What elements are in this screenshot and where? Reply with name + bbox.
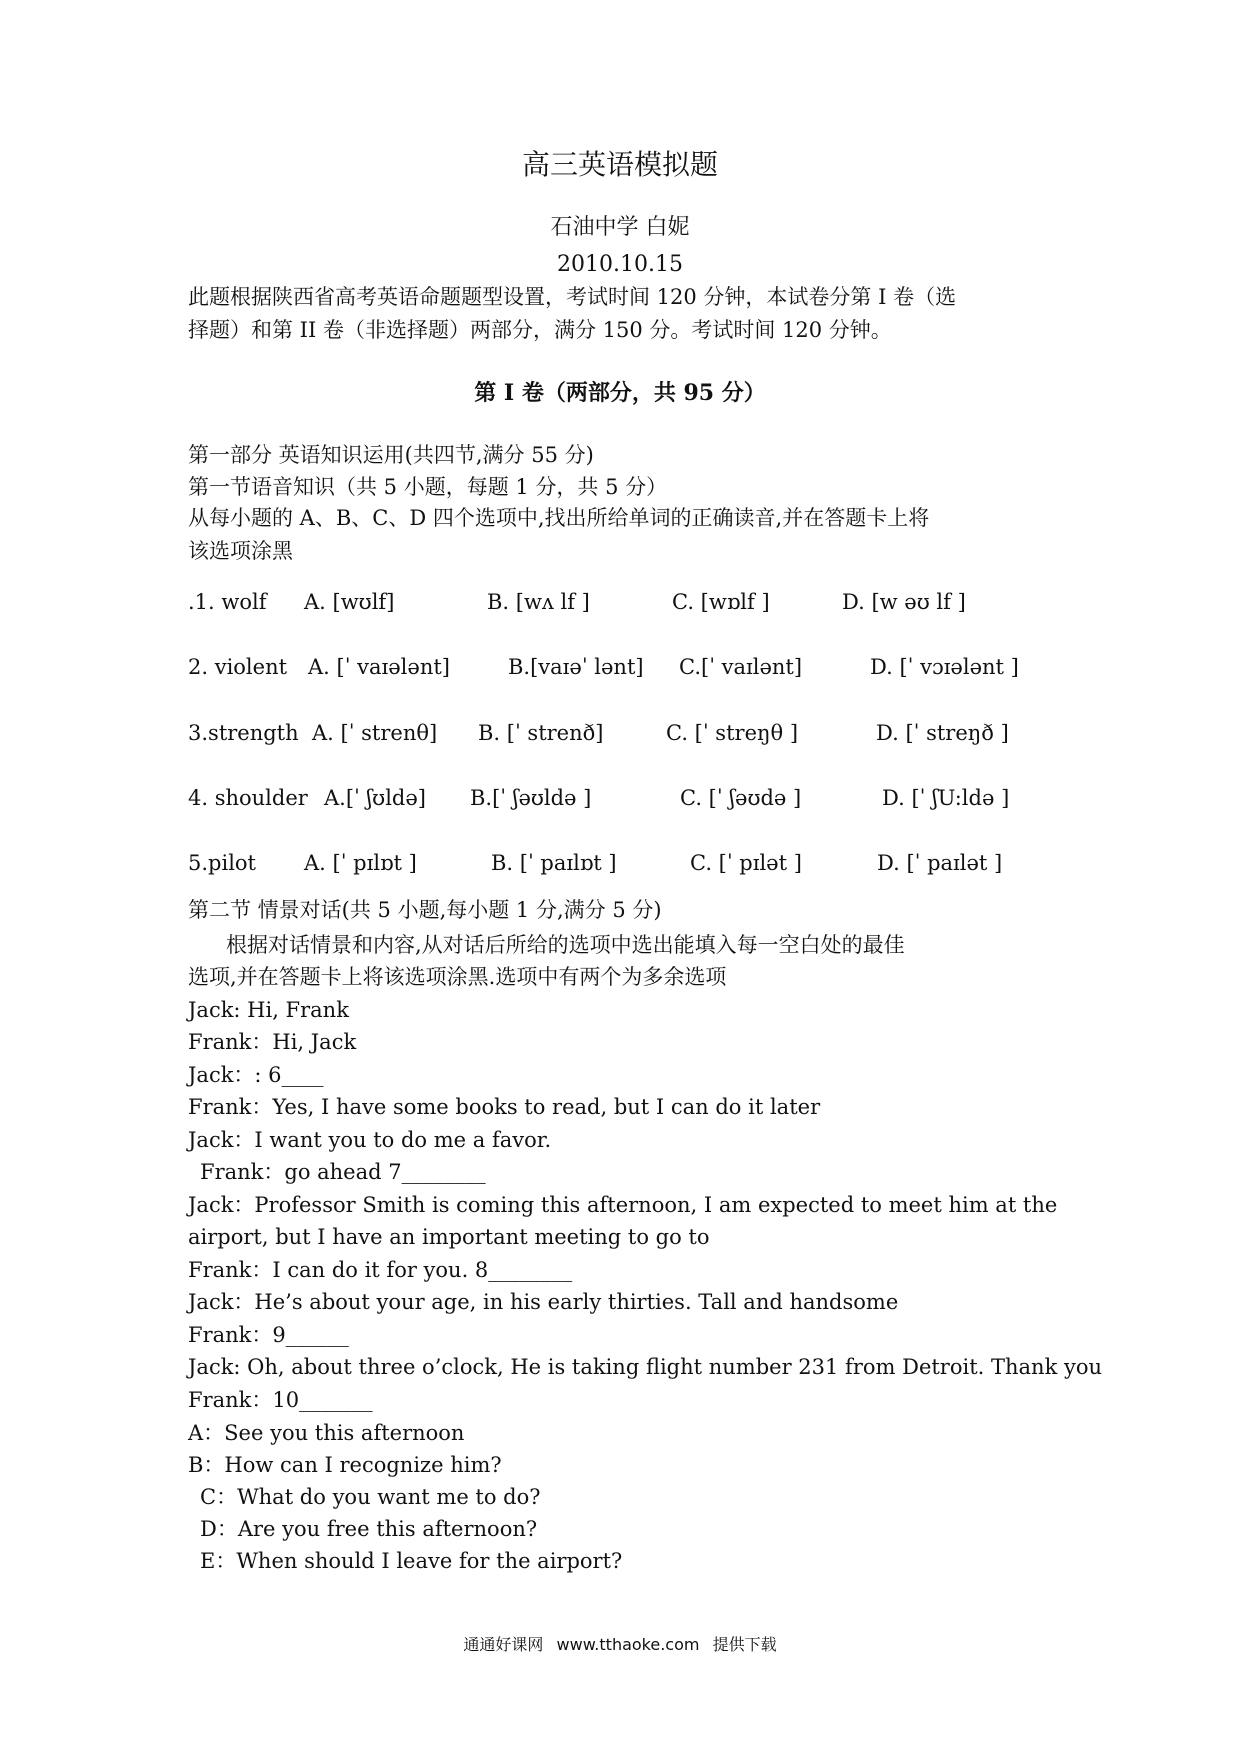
question-word: 5.pilot [188, 851, 256, 875]
option-b: B. [wʌ lf ] [487, 590, 590, 614]
option-c: C. [ˈ ʃəʊdə ] [680, 786, 802, 810]
question-word: .1. wolf [188, 590, 267, 614]
dialogue-line: Frank：go ahead 7________ [200, 1160, 486, 1184]
option-c: C.[ˈ vaɪlənt] [679, 655, 803, 679]
option-c: C. [ˈ pɪlət ] [690, 851, 802, 875]
answer-option: B：How can I recognize him? [188, 1453, 502, 1477]
date-line: 2010.10.15 [557, 252, 683, 277]
option-d: D. [ˈ streŋð ] [876, 721, 1009, 745]
question-word: 4. shoulder [188, 786, 308, 810]
option-d: D. [w əʊ lf ] [842, 590, 966, 614]
dialogue-line: Frank：Hi, Jack [188, 1030, 357, 1054]
option-b: B.[vaɪəˈ lənt] [508, 655, 644, 679]
footer-download-text: 提供下载 [712, 1635, 777, 1654]
author-line: 石油中学 白妮 [550, 215, 690, 240]
section2-instruction-1: 根据对话情景和内容,从对话后所给的选项中选出能填入每一空白处的最佳 [226, 933, 905, 957]
section1-instruction-1: 从每小题的 A、B、C、D 四个选项中,找出所给单词的正确读音,并在答题卡上将 [188, 506, 930, 530]
option-a: A. [ˈ strenθ] [312, 721, 438, 745]
dialogue-line: Frank：10_______ [188, 1388, 373, 1412]
answer-option: E：When should I leave for the airport? [200, 1549, 623, 1573]
section1-heading: 第一节语音知识（共 5 小题，每题 1 分，共 5 分） [188, 475, 668, 499]
option-a: A. [ˈ vaɪələnt] [308, 655, 450, 679]
option-a: A. [ˈ pɪlɒt ] [304, 851, 417, 875]
dialogue-line: Frank：9______ [188, 1323, 349, 1347]
dialogue-line: Jack：He’s about your age, in his early thirties. Tall and handsome [188, 1290, 899, 1314]
option-d: D. [ˈ ʃU:ldə ] [882, 786, 1010, 810]
intro-line-2: 择题）和第 II 卷（非选择题）两部分，满分 150 分。考试时间 120 分钟。 [188, 318, 892, 342]
question-word: 3.strength [188, 721, 299, 745]
dialogue-line: Jack：Professor Smith is coming this afternoon, I am expected to meet him at the [188, 1193, 1058, 1217]
dialogue-line: Jack：: 6____ [188, 1063, 324, 1087]
dialogue-line: Jack: Oh, about three o’clock, He is taking flight number 231 from Detroit. Thank you [188, 1355, 1103, 1379]
option-c: C. [ˈ streŋθ ] [666, 721, 799, 745]
option-a: A.[ˈ ʃʊldə] [324, 786, 426, 810]
option-b: B. [ˈ paɪlɒt ] [491, 851, 617, 875]
option-b: B.[ˈ ʃəʊldə ] [470, 786, 592, 810]
footer-site-name: 通通好课网 [463, 1635, 544, 1654]
question-word: 2. violent [188, 655, 288, 679]
dialogue-line: airport, but I have an important meeting to go to [188, 1225, 710, 1249]
answer-option: C：What do you want me to do? [200, 1485, 541, 1509]
option-d: D. [ˈ paɪlət ] [877, 851, 1003, 875]
page-title: 高三英语模拟题 [521, 148, 718, 181]
dialogue-line: Frank：Yes, I have some books to read, but I can do it later [188, 1095, 821, 1119]
option-d: D. [ˈ vɔɪələnt ] [870, 655, 1019, 679]
option-a: A. [wʊlf] [304, 590, 395, 614]
dialogue-line: Frank：I can do it for you. 8________ [188, 1258, 573, 1282]
volume-title: 第 I 卷（两部分，共 95 分） [474, 380, 766, 406]
answer-option: D：Are you free this afternoon? [200, 1517, 538, 1541]
section2-heading: 第二节 情景对话(共 5 小题,每小题 1 分,满分 5 分) [188, 898, 662, 922]
part1-heading: 第一部分 英语知识运用(共四节,满分 55 分) [188, 443, 594, 467]
page-footer [0, 1632, 1240, 1655]
footer-url[interactable]: www.tthaoke.com [556, 1635, 700, 1654]
section1-instruction-2: 该选项涂黑 [188, 539, 293, 563]
option-c: C. [wɒlf ] [672, 590, 770, 614]
option-b: B. [ˈ strenð] [478, 721, 604, 745]
answer-option: A：See you this afternoon [188, 1421, 465, 1445]
dialogue-line: Jack: Hi, Frank [188, 998, 349, 1022]
section2-instruction-2: 选项,并在答题卡上将该选项涂黑.选项中有两个为多余选项 [188, 965, 727, 989]
dialogue-line: Jack：I want you to do me a favor. [188, 1128, 552, 1152]
intro-line-1: 此题根据陕西省高考英语命题题型设置，考试时间 120 分钟，本试卷分第 I 卷（选 [188, 285, 957, 309]
